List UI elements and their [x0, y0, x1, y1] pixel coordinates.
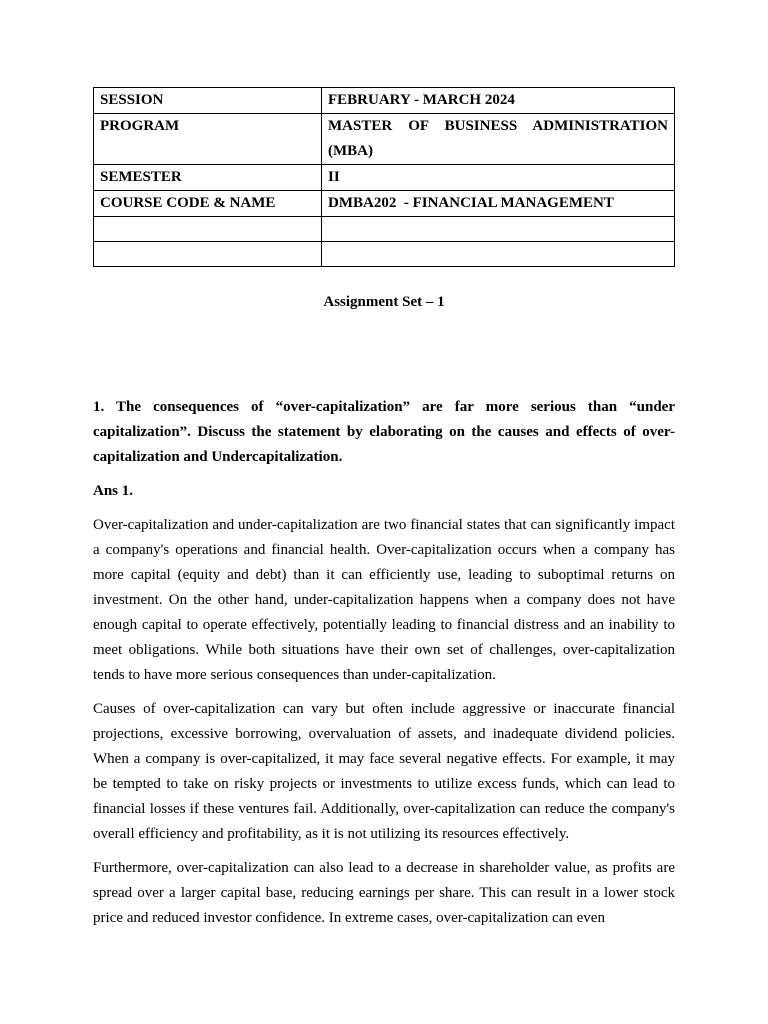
- document-page: [93, 87, 675, 931]
- program-label: PROGRAM: [94, 114, 322, 165]
- table-row: [94, 114, 675, 165]
- semester-label: SEMESTER: [94, 165, 322, 191]
- answer-paragraph: Causes of over-capitalization can vary but often include aggressive or inaccurate financial projections, excessive borrowing, overvaluation of assets, and inadequate dividend policies. When a company is over-capitalized, it may face several negative effects. For example, it may be tempted to take on risky projects or investments to utilize excess funds, which can lead to financial losses if these ventures fail. Additionally, over-capitalization can reduce the company's overall efficiency and profitability, as it is not utilizing its resources effectively.: [93, 701, 675, 842]
- semester-value: II: [322, 165, 675, 191]
- table-row: [94, 191, 675, 217]
- empty-cell: [94, 242, 322, 267]
- answer-paragraph: Over-capitalization and under-capitalization are two financial states that can significantly impact a company's operations and financial health. Over-capitalization occurs when a company has more capital (equity and debt) than it can efficiently use, leading to suboptimal returns on investment. On the other hand, under-capitalization happens when a company does not have enough capital to operate effectively, potentially leading to financial distress and an inability to meet obligations. While both situations have their own set of challenges, over-capitalization tends to have more serious consequences than under-capitalization.: [93, 517, 675, 683]
- table-row: [94, 217, 675, 242]
- course-label: COURSE CODE & NAME: [94, 191, 322, 217]
- answer-paragraph: Furthermore, over-capitalization can also lead to a decrease in shareholder value, as profits are spread over a larger capital base, reducing earnings per share. This can result in a lower stock price and reduced investor confidence. In extreme cases, over-capitalization can even: [93, 860, 675, 926]
- session-value: FEBRUARY - MARCH 2024: [322, 88, 675, 114]
- empty-cell: [94, 217, 322, 242]
- program-value: MASTER OF BUSINESS ADMINISTRATION (MBA): [322, 114, 675, 165]
- question-text: 1. The consequences of “over-capitalization” are far more serious than “under capitalization”. Discuss the statement by elaborating on the causes and effects of over-capitalization and Undercapitalization.: [93, 399, 675, 465]
- empty-cell: [322, 242, 675, 267]
- table-row: [94, 88, 675, 114]
- course-info-table: [93, 87, 675, 267]
- empty-cell: [322, 217, 675, 242]
- course-value: DMBA202 - FINANCIAL MANAGEMENT: [322, 191, 675, 217]
- answer-label: Ans 1.: [93, 483, 134, 499]
- table-row: [94, 165, 675, 191]
- session-label: SESSION: [94, 88, 322, 114]
- table-row: [94, 242, 675, 267]
- assignment-set-title: Assignment Set – 1: [323, 294, 445, 310]
